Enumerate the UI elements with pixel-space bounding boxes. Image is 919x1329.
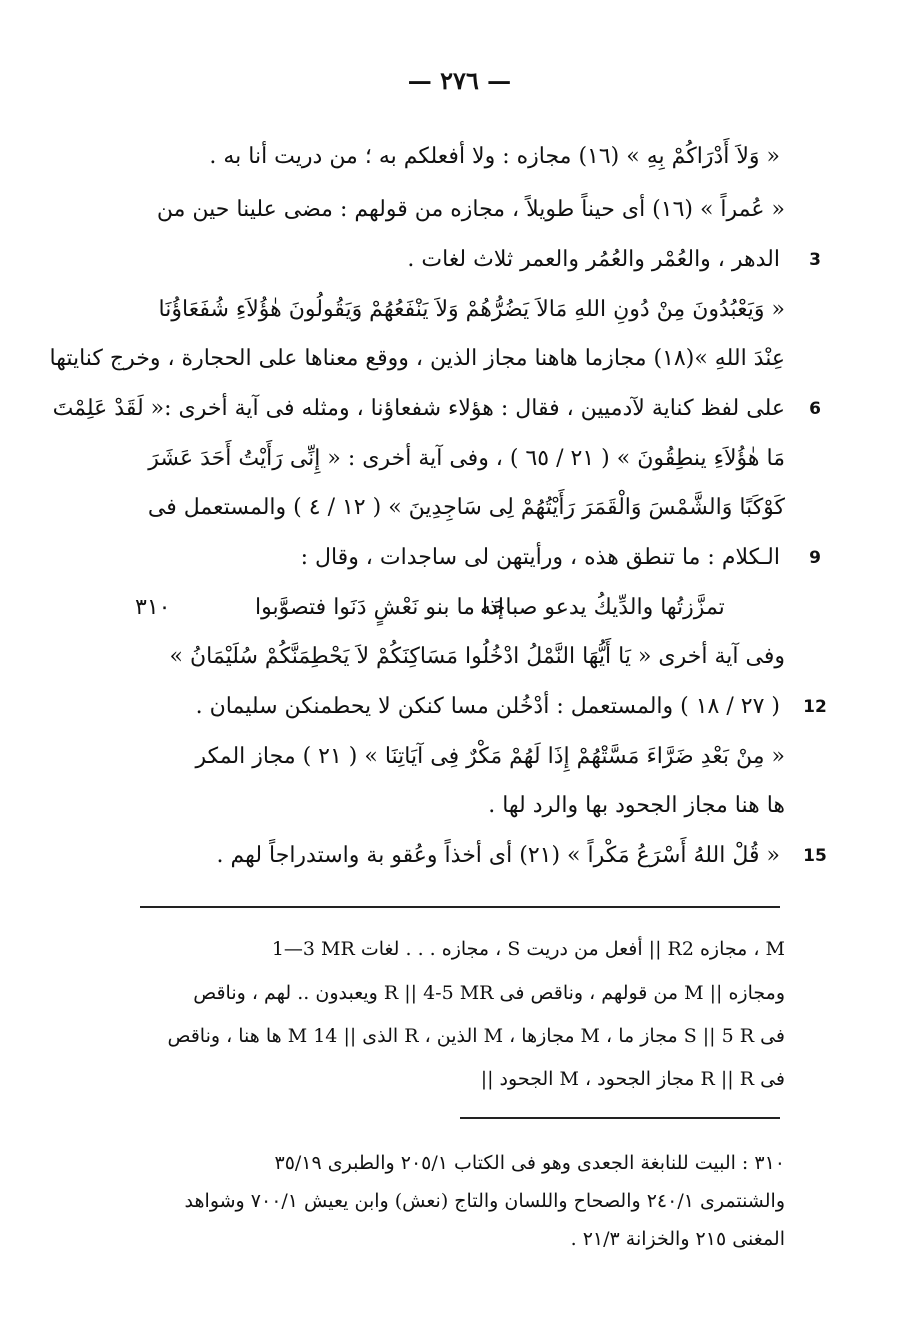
note-line-3: المغنى ٢١٥ والخزانة ٢١/٣ . — [570, 1228, 785, 1250]
notes-divider — [460, 1117, 780, 1119]
apparatus-line-1: 1—3 MR مجازه . . . لغات ، S أفعل من دريت || R2 مجازه ، M — [271, 938, 785, 960]
body-line-3: الدهر ، والعُمْر والعُمُر والعمر ثلاث لغات . — [407, 247, 780, 272]
body-line-12: ( ٢٧ / ١٨ ) والمستعمل : أدْخُلن مسا كنكن لا يحطمنكن سليمان . — [195, 694, 780, 719]
line-number-6: 6 — [809, 399, 821, 419]
body-line-8: كَوْكَبًا وَالشَّمْسَ وَالْقَمَرَ رَأَيْتُهُمْ لِى سَاجِدِينَ » ( ١٢ / ٤ ) والمستعمل فى — [147, 495, 785, 520]
body-line-9: الـكلام : ما تنطق هذه ، ورأيتهن لى ساجدات ، وقال : — [300, 545, 780, 570]
body-line-4: « وَيَعْبُدُونَ مِنْ دُونِ اللهِ مَالاَ يَضُرُّهُمْ وَلاَ يَنْفَعُهُمْ وَيَقُولُونَ هٰؤُلاَءِ شُفَعَاؤُنَا — [158, 297, 785, 322]
page-number: — ٢٧٦ — — [407, 66, 512, 95]
body-line-13: « مِنْ بَعْدِ ضَرَّاءَ مَسَّتْهُمْ إِذَا لَهُمْ مَكْرٌ فِى آيَاتِنَا » ( ٢١ ) مجاز المكر — [195, 744, 785, 769]
body-line-15: « قُلْ اللهُ أَسْرَعُ مَكْراً » (٢١) أى أخذاً وعُقو بة واستدراجاً لهم . — [216, 843, 780, 868]
body-line-2: « عُمراً » (١٦) أى حيناً طويلاً ، مجازه من قولهم : مضى علينا حين من — [156, 197, 785, 222]
verse-hemistich-right: تمزَّزتُها والدِّيكُ يدعو صباحَه — [480, 595, 725, 620]
body-line-11: وفى آية أخرى « يَا أَيُّهَا النَّمْلُ ادْخُلُوا مَسَاكِنَكُمْ لاَ يَحْطِمَنَّكُمْ سُلَيْمَانُ » — [169, 644, 785, 669]
line-number-9: 9 — [809, 548, 821, 568]
body-line-14: ها هنا مجاز الجحود بها والرد لها . — [488, 793, 785, 818]
note-line-1: ٣١٠ : البيت للنابغة الجعدى وهو فى الكتاب ٢٠٥/١ والطبرى ٣٥/١٩ — [274, 1152, 785, 1174]
apparatus-line-4: فى R || R مجاز الجحود ، M الجحود || — [480, 1068, 785, 1090]
note-line-2: والشنتمرى ٢٤٠/١ والصحاح واللسان والتاج (نعش) وابن يعيش ٧٠٠/١ وشواهد — [184, 1190, 785, 1212]
verse-hemistich-left: إذا ما بنو نَعْشٍ دَنَوا فتصوَّبوا — [255, 595, 504, 620]
body-line-7: مَا هٰؤُلاَءِ ينطِقُونَ » ( ٢١ / ٦٥ ) ، وفى آية أخرى : « إِنِّى رَأَيْتُ أَحَدَ عَشَرَ — [148, 446, 785, 471]
apparatus-line-3: فى S || 5 R مجاز ما ، M مجازها ، M الذين ، R الذى || 14 M ها هنا ، وناقص — [167, 1025, 785, 1047]
verse-number: ٣١٠ — [135, 595, 171, 620]
apparatus-divider — [140, 906, 780, 908]
apparatus-line-2: ومجازه || M من قولهم ، وناقص فى R || 4-5 MR ويعبدون .. لهم ، وناقص — [193, 982, 785, 1004]
line-number-15: 15 — [803, 846, 827, 866]
line-number-3: 3 — [809, 250, 821, 270]
body-line-1: « وَلاَ أَدْرَاكُمْ بِهِ » (١٦) مجازه : ولا أفعلكم به ؛ من دريت أنا به . — [209, 144, 780, 169]
body-line-5: عِنْدَ اللهِ »(١٨) مجازما هاهنا مجاز الذين ، ووقع معناها على الحجارة ، وخرج كنايتها — [49, 346, 785, 371]
line-number-12: 12 — [803, 697, 827, 717]
body-line-6: على لفظ كناية لآدميين ، فقال : هؤلاء شفعاؤنا ، ومثله فى آية أخرى :« لَقَدْ عَلِمْتَ — [52, 396, 785, 421]
